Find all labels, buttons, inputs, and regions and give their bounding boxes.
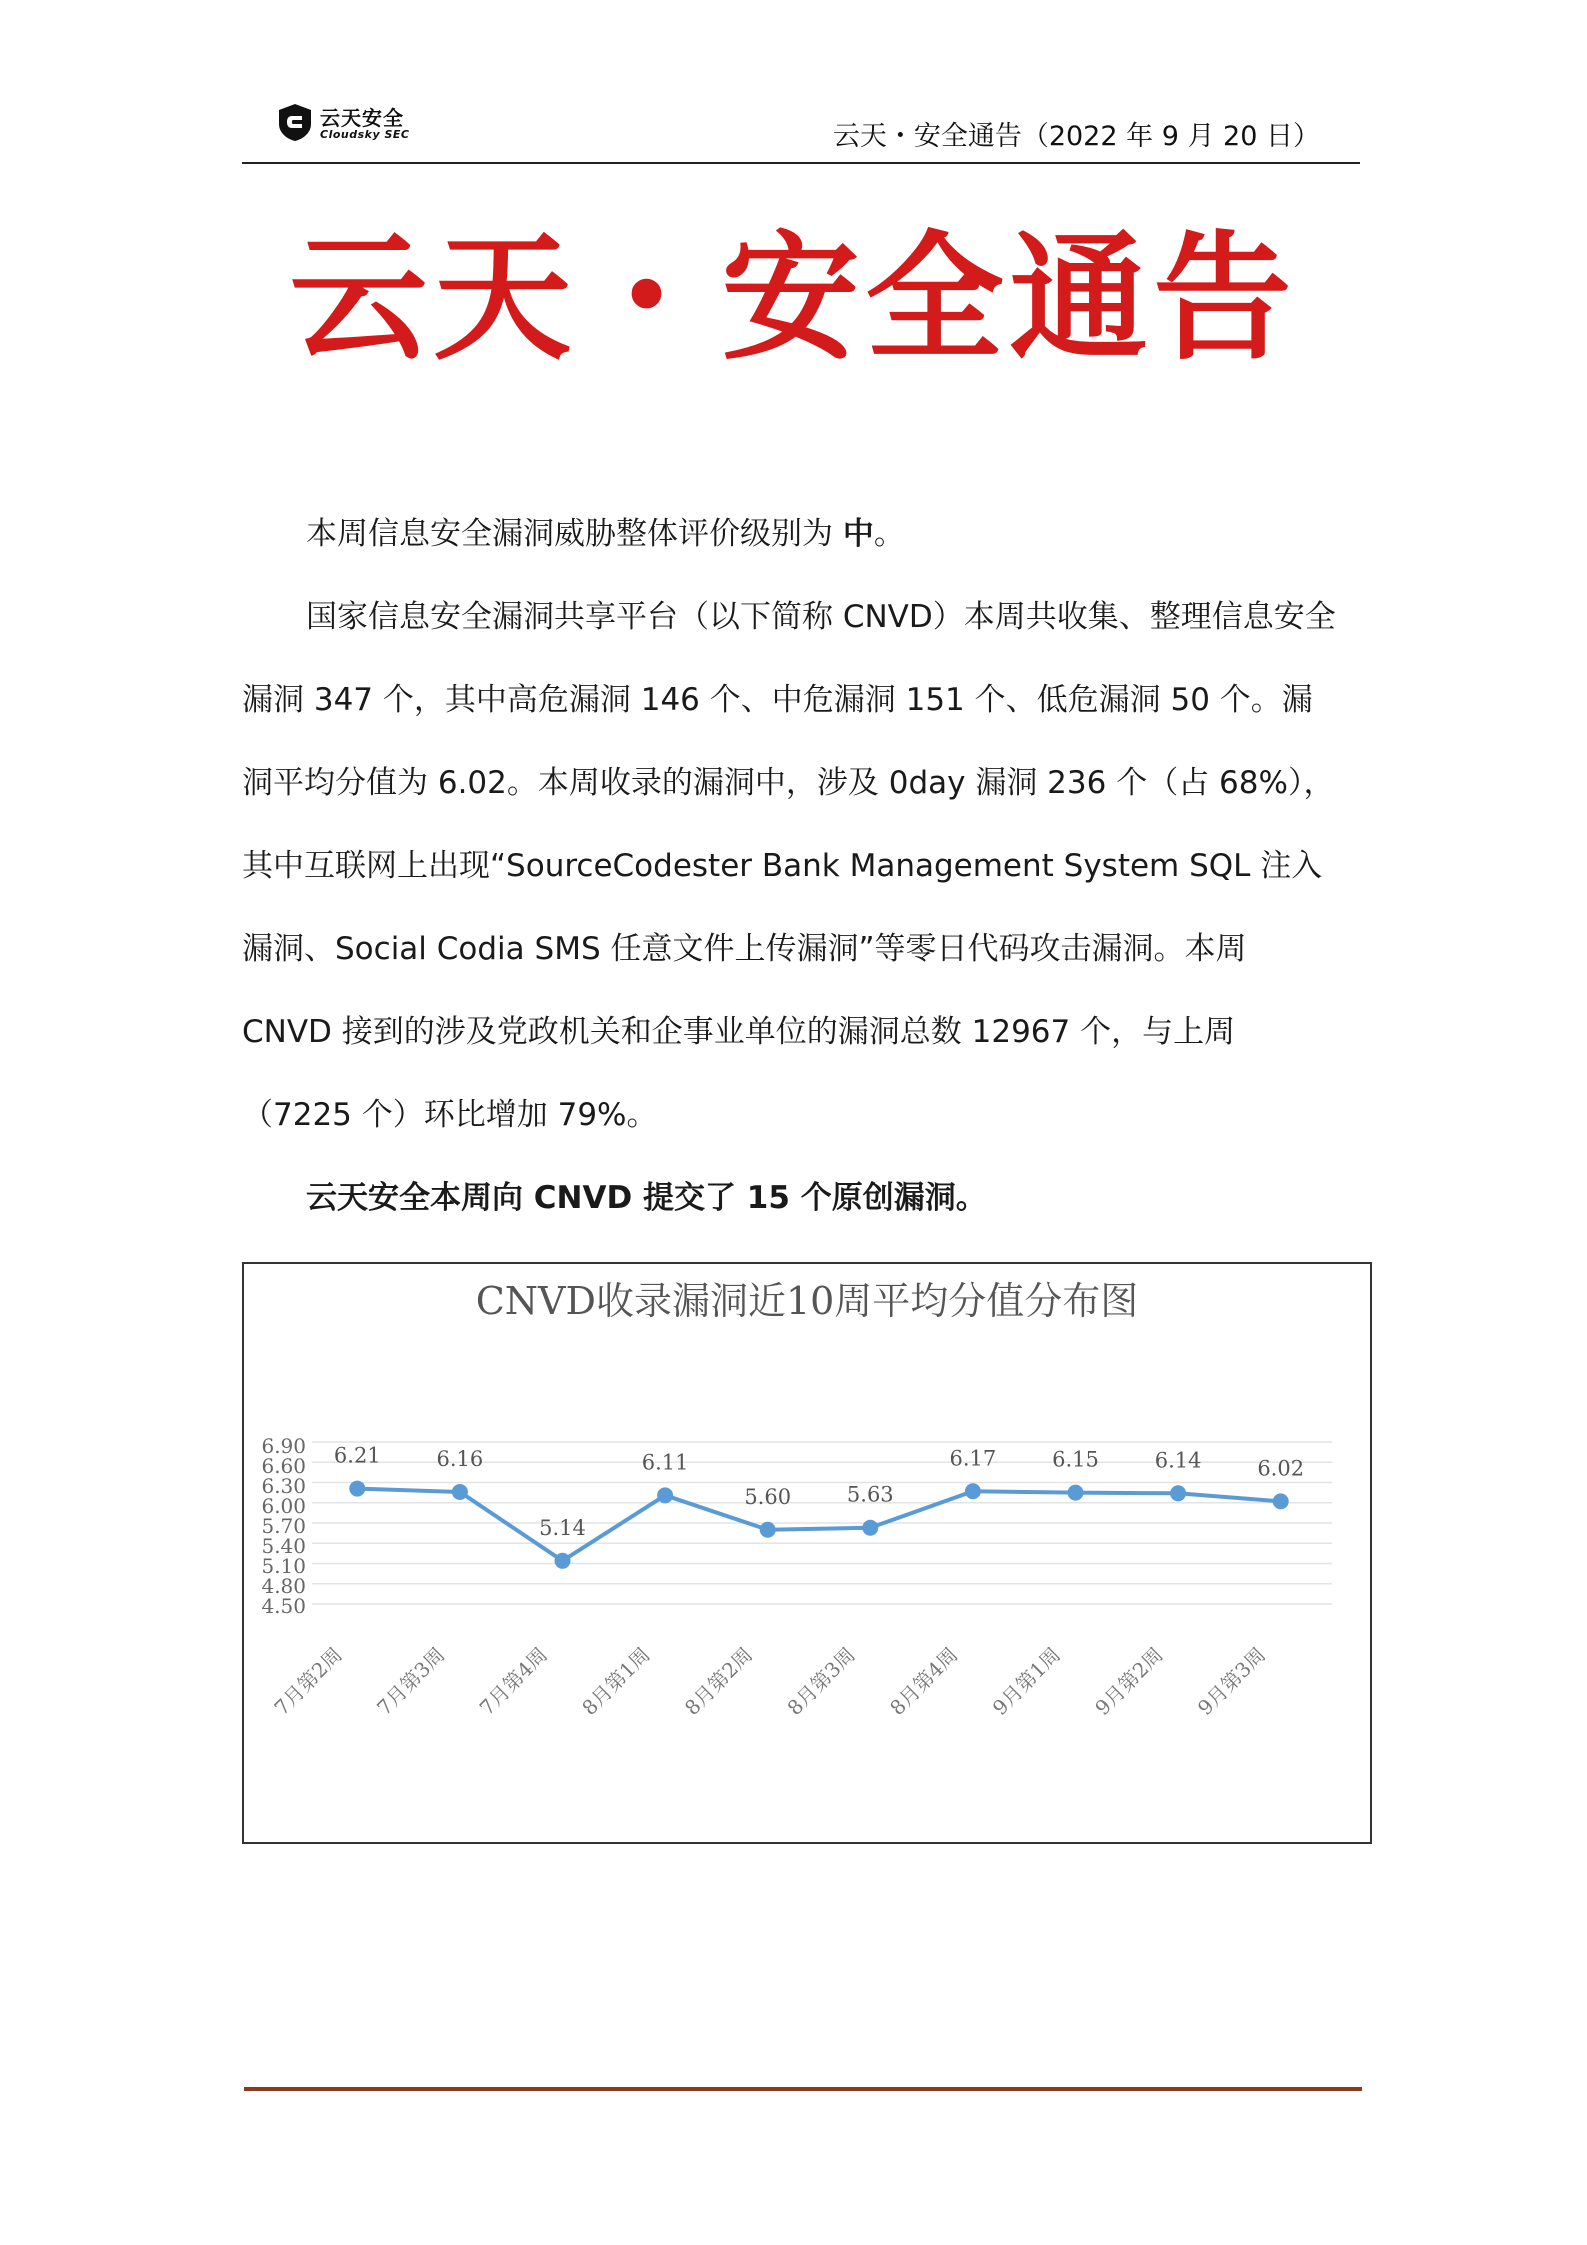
data-label: 5.14 [539,1515,586,1540]
data-label: 6.15 [1052,1447,1099,1472]
shield-logo-icon [276,102,314,142]
x-tick-label: 9月第1周 [987,1642,1066,1720]
data-point [452,1484,468,1500]
score-chart [242,1262,1372,1844]
data-point [1068,1485,1084,1501]
y-tick-label: 4.50 [261,1594,306,1618]
company-logo [276,100,426,148]
x-tick-label: 8月第4周 [885,1642,963,1720]
x-tick-label: 8月第2周 [679,1642,758,1720]
threat-level-value: 中 [842,516,874,552]
y-tick-label: 5.40 [261,1534,306,1558]
x-tick-label: 7月第3周 [372,1642,450,1720]
threat-level-text: 本周信息安全漏洞威胁整体评价级别为 [306,516,833,552]
data-point [1273,1493,1289,1509]
y-tick-label: 6.60 [261,1454,306,1478]
data-label: 5.63 [846,1482,894,1507]
data-label: 6.02 [1257,1456,1305,1481]
data-label: 6.11 [641,1450,689,1475]
page-title: 云天・安全通告 [289,216,1298,379]
threat-level-paragraph [242,493,1342,576]
x-tick-label: 9月第2周 [1090,1642,1168,1720]
y-tick-label: 5.10 [261,1554,306,1578]
threat-level-suffix: 。 [873,516,905,552]
x-tick-label: 7月第2周 [269,1642,347,1720]
y-tick-label: 4.80 [261,1574,306,1598]
data-label: 6.17 [949,1446,997,1471]
x-tick-label: 8月第3周 [782,1642,860,1720]
data-point [965,1483,981,1499]
data-label: 6.14 [1154,1448,1202,1473]
summary-paragraph: 国家信息安全漏洞共享平台（以下简称 CNVD）本周共收集、整理信息安全漏洞 347 个，其中高危漏洞 146 个、中危漏洞 151 个、低危漏洞 50 个。漏洞平均分值为 6.02。本周收录的漏洞中，涉及 0day 漏洞 236 个（占 68%），其中互联网上出现“SourceCodester Bank Management System SQL 注入漏洞、Social Codia SMS 任意文件上传漏洞”等零日代码攻击漏洞。本周 CNVD 接到的涉及党政机关和企事业单位的漏洞总数 12967 个，与上周（7225 个）环比增加 79%。 [242,599,1336,1133]
data-label: 6.16 [436,1446,484,1471]
data-label: 6.21 [333,1443,381,1468]
bulletin-body [242,493,1342,1240]
series-line [357,1489,1280,1561]
x-tick-label: 8月第1周 [577,1642,655,1720]
y-tick-label: 5.70 [261,1514,306,1538]
logo-chinese-name: 云天安全 [320,106,404,130]
chart-title: CNVD收录漏洞近10周平均分值分布图 [475,1279,1139,1323]
x-tick-label: 9月第3周 [1192,1642,1271,1720]
data-point [1170,1485,1186,1501]
logo-english-name: Cloudsky SEC [320,128,410,141]
data-point [555,1553,571,1569]
data-point [862,1520,878,1536]
x-tick-label: 7月第4周 [474,1642,553,1720]
data-point [760,1522,776,1538]
data-point [657,1487,673,1503]
y-tick-label: 6.00 [261,1494,306,1518]
line-chart-svg [244,1264,1370,1842]
data-point [349,1481,365,1497]
submission-paragraph: 云天安全本周向 CNVD 提交了 15 个原创漏洞。 [306,1180,987,1216]
header-title: 云天・安全通告（2022 年 9 月 20 日） [832,121,1320,152]
page-header [242,96,1360,164]
y-tick-label: 6.90 [261,1434,306,1458]
data-label: 5.60 [744,1484,792,1509]
footer-divider [244,2087,1362,2091]
y-tick-label: 6.30 [261,1474,306,1498]
